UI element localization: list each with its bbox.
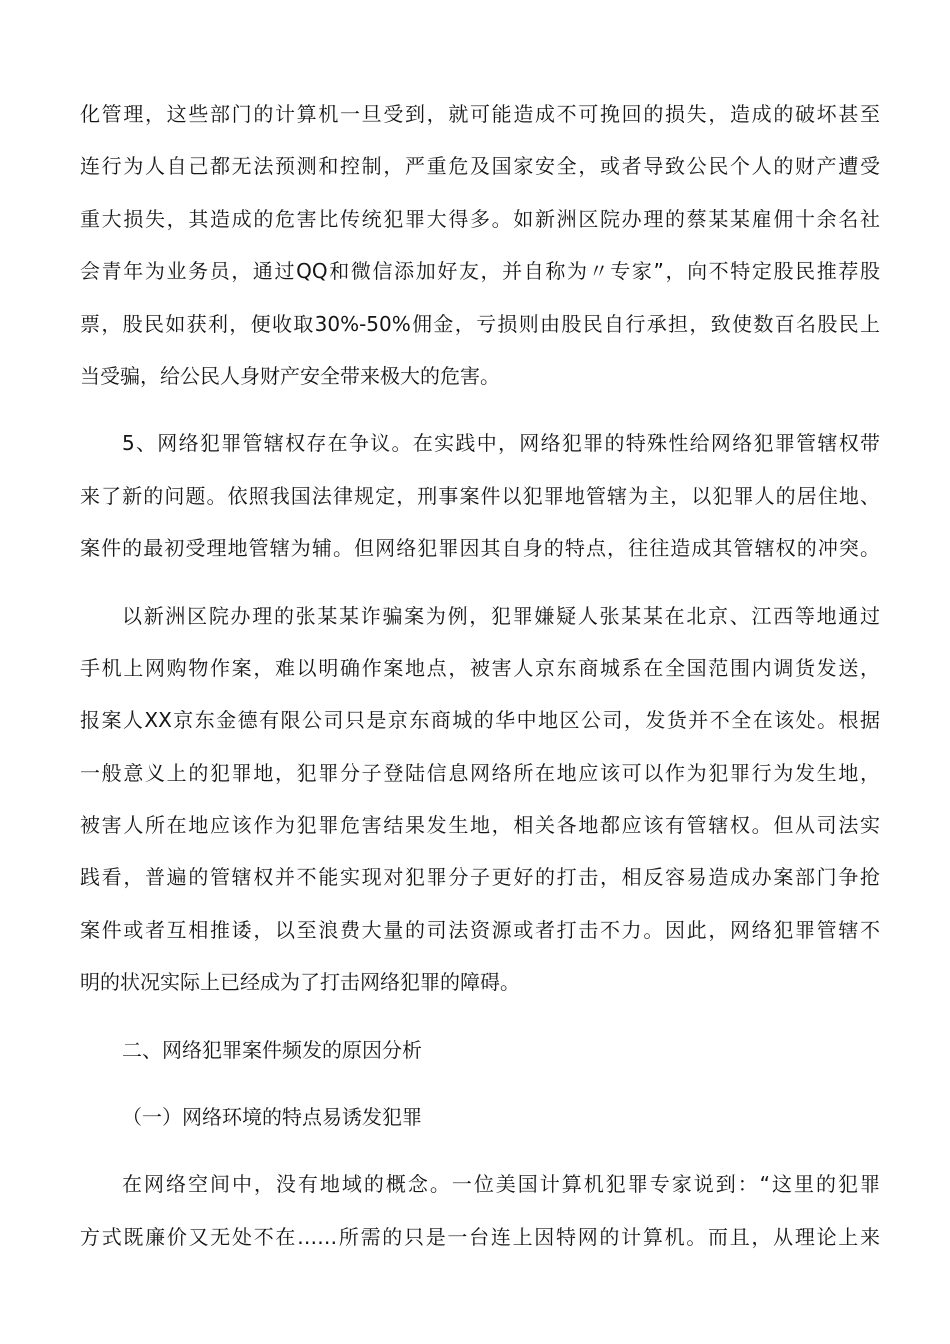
body-text-line: 一般意义上的犯罪地，犯罪分子登陆信息网络所在地应该可以作为犯罪行为发生地， xyxy=(80,760,880,785)
body-text-line: 重大损失，其造成的危害比传统犯罪大得多。如新洲区院办理的蔡某某雇佣十余名社 xyxy=(80,206,880,231)
body-text-line: 被害人所在地应该作为犯罪危害结果发生地，相关各地都应该有管辖权。但从司法实 xyxy=(80,813,880,838)
body-text-line: 在网络空间中，没有地域的概念。一位美国计算机犯罪专家说到：“这里的犯罪 xyxy=(122,1172,880,1197)
body-text-line: 践看，普遍的管辖权并不能实现对犯罪分子更好的打击，相反容易造成办案部门争抢 xyxy=(80,865,880,890)
body-text-line: 会青年为业务员，通过QQ和微信添加好友，并自称为〃专家”，向不特定股民推荐股 xyxy=(80,259,880,284)
body-text-line: 案件或者互相推诿，以至浪费大量的司法资源或者打击不力。因此，网络犯罪管辖不 xyxy=(80,917,880,942)
section-heading: 二、网络犯罪案件频发的原因分析 xyxy=(122,1037,422,1062)
document-body xyxy=(80,92,880,1267)
body-text-line: 来了新的问题。依照我国法律规定，刑事案件以犯罪地管辖为主，以犯罪人的居住地、 xyxy=(80,483,880,508)
body-text-line: 化管理，这些部门的计算机一旦受到，就可能造成不可挽回的损失，造成的破坏甚至 xyxy=(80,102,880,126)
body-text-line: 方式既廉价又无处不在……所需的只是一台连上因特网的计算机。而且，从理论上来 xyxy=(80,1224,880,1249)
body-text-line: 当受骗，给公民人身财产安全带来极大的危害。 xyxy=(80,363,500,388)
body-text-line: 以新洲区院办理的张某某诈骗案为例，犯罪嫌疑人张某某在北京、江西等地通过 xyxy=(122,603,880,628)
body-text-line: 明的状况实际上已经成为了打击网络犯罪的障碍。 xyxy=(80,970,520,995)
body-text-line: 手机上网购物作案，难以明确作案地点，被害人京东商城系在全国范围内调货发送， xyxy=(80,655,880,680)
subsection-heading: （一）网络环境的特点易诱发犯罪 xyxy=(122,1105,422,1130)
body-text-line: 报案人XX京东金德有限公司只是京东商城的华中地区公司，发货并不全在该处。根据 xyxy=(80,708,880,733)
body-text-line: 票，股民如获利，便收取30%-50%佣金，亏损则由股民自行承担，致使数百名股民上 xyxy=(80,311,880,336)
body-text-line: 连行为人自己都无法预测和控制，严重危及国家安全，或者导致公民个人的财产遭受 xyxy=(80,154,880,179)
body-text-line: 5、网络犯罪管辖权存在争议。在实践中，网络犯罪的特殊性给网络犯罪管辖权带 xyxy=(122,431,880,456)
body-text-line: 案件的最初受理地管辖为辅。但网络犯罪因其自身的特点，往往造成其管辖权的冲突。 xyxy=(80,536,880,561)
